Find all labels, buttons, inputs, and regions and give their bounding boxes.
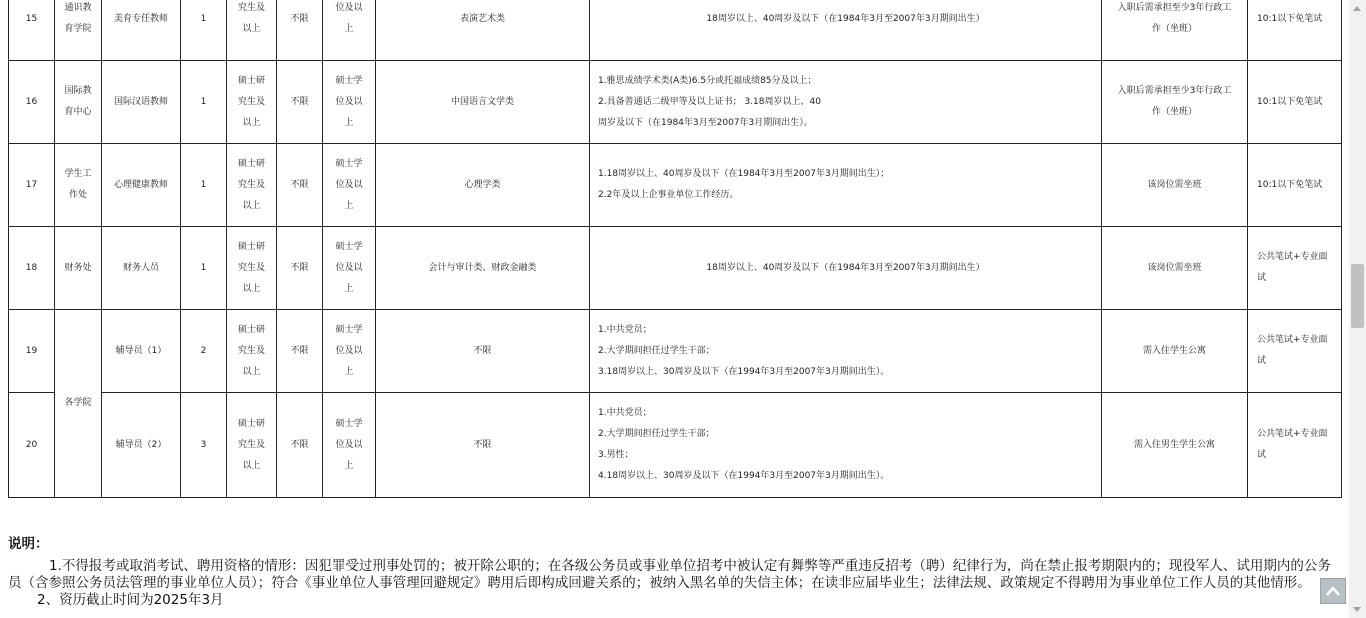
cell-other — [1102, 144, 1248, 227]
requirement-line: 2.大学期间担任过学生干部； — [598, 429, 715, 439]
cell-line: 试 — [1257, 356, 1267, 366]
cell-line: 学生工 — [64, 169, 92, 179]
cell-age: 不限 — [277, 61, 323, 144]
cell-major: 心理学类 — [376, 144, 590, 227]
cell-line: 上 — [344, 366, 354, 377]
cell-no: 16 — [9, 61, 55, 144]
cell-line: 硕士学 — [335, 158, 363, 169]
cell-position: 心理健康教师 — [102, 144, 181, 227]
cell-line: 以上 — [242, 117, 261, 128]
cell-requirements — [590, 0, 1102, 61]
cell-line: 需入住男生学生公寓 — [1133, 439, 1215, 450]
cell-line: 位及以 — [335, 262, 363, 273]
cell-line: 国际教 — [64, 86, 92, 96]
back-to-top-icon — [1325, 584, 1341, 598]
cell-degree — [323, 0, 376, 61]
cell-no: 19 — [9, 310, 55, 393]
cell-degree — [323, 227, 376, 310]
cell-line: 上 — [344, 24, 354, 34]
cell-line: 10:1以下免笔试 — [1257, 179, 1323, 190]
cell-count: 1 — [181, 61, 227, 144]
cell-line: 作处 — [68, 190, 87, 200]
cell-exam-mode — [1248, 61, 1342, 144]
requirement-line: 1.中共党员； — [598, 408, 652, 418]
cell-department — [55, 227, 102, 310]
cell-age: 不限 — [277, 144, 323, 227]
cell-line: 究生及 — [237, 96, 265, 107]
cell-line: 究生及 — [237, 439, 265, 450]
job-table-body — [9, 0, 1342, 498]
note-item-1: 1.不得报考或取消考试、聘用资格的情形：因犯罪受过刑事处罚的；被开除公职的；在各级公务员或事业单位招考中被认定有舞弊等严重违反招考（聘）纪律行为，尚在禁止报考期限内的；现役军人、试用期内的公务员（含参照公务员法管理的事业单位人员）；符合《事业单位人事管理回避规定》聘用后即构成回避关系的；被纳入黑名单的失信主体；在读非应届毕业生；法律法规、政策规定不得聘用为事业单位工作人员的其他情形。 — [8, 558, 1331, 591]
cell-requirements — [590, 61, 1102, 144]
table-row — [9, 227, 1342, 310]
cell-line: 硕士研 — [237, 324, 265, 335]
cell-line: 以上 — [242, 24, 261, 34]
notes-title: 说明： — [8, 536, 49, 552]
cell-count: 1 — [181, 144, 227, 227]
cell-line: 10:1以下免笔试 — [1257, 13, 1323, 24]
cell-line: 究生及 — [237, 262, 265, 273]
cell-position: 辅导员（1） — [102, 310, 181, 393]
requirement-line: 18周岁以上、40周岁及以下（在1984年3月至2007年3月期间出生） — [706, 13, 985, 24]
cell-no: 17 — [9, 144, 55, 227]
cell-no: 20 — [9, 393, 55, 498]
cell-no: 18 — [9, 227, 55, 310]
cell-line: 需入住学生公寓 — [1142, 345, 1206, 356]
cell-line: 该岗位需坐班 — [1147, 262, 1202, 273]
cell-education — [227, 310, 277, 393]
requirement-line: 周岁及以下（在1984年3月至2007年3月期间出生）。 — [598, 117, 813, 128]
cell-department — [55, 61, 102, 144]
cell-no: 15 — [9, 0, 55, 61]
cell-line: 上 — [344, 283, 354, 294]
cell-other — [1102, 227, 1248, 310]
scroll-up-button[interactable] — [1349, 0, 1366, 17]
cell-degree — [323, 144, 376, 227]
cell-line: 入职后需承担至少3年行政工 — [1117, 86, 1232, 96]
cell-exam-mode — [1248, 0, 1342, 61]
cell-education — [227, 0, 277, 61]
cell-line: 10:1以下免笔试 — [1257, 96, 1323, 107]
cell-exam-mode — [1248, 393, 1342, 498]
cell-exam-mode — [1248, 310, 1342, 393]
chevron-up-icon — [1353, 6, 1361, 11]
cell-exam-mode — [1248, 227, 1342, 310]
cell-line: 究生及 — [237, 3, 265, 13]
cell-line: 位及以 — [335, 439, 363, 450]
requirement-line: 3.男性； — [598, 450, 634, 460]
requirement-line: 1.中共党员； — [598, 324, 652, 335]
cell-line: 试 — [1257, 450, 1267, 460]
cell-line: 作（坐班） — [1151, 24, 1197, 34]
back-to-top-button[interactable] — [1320, 578, 1346, 604]
cell-exam-mode — [1248, 144, 1342, 227]
cell-line: 硕士研 — [237, 75, 265, 86]
table-row — [9, 61, 1342, 144]
cell-other — [1102, 0, 1248, 61]
cell-line: 位及以 — [335, 179, 363, 190]
cell-line: 硕士学 — [335, 418, 363, 429]
cell-count: 3 — [181, 393, 227, 498]
cell-age: 不限 — [277, 0, 323, 61]
cell-line: 硕士学 — [335, 75, 363, 86]
cell-line: 硕士学 — [335, 324, 363, 335]
notes-section — [8, 536, 1342, 609]
cell-line: 该岗位需坐班 — [1147, 179, 1202, 190]
cell-requirements — [590, 144, 1102, 227]
cell-line: 以上 — [242, 460, 261, 471]
vertical-scrollbar[interactable] — [1349, 0, 1366, 618]
cell-position: 国际汉语教师 — [102, 61, 181, 144]
cell-position: 财务人员 — [102, 227, 181, 310]
cell-degree — [323, 310, 376, 393]
cell-line: 硕士研 — [237, 418, 265, 429]
scroll-down-button[interactable] — [1349, 601, 1366, 618]
cell-line: 入职后需承担至少3年行政工 — [1117, 3, 1232, 13]
cell-line: 公共笔试+专业面 — [1257, 252, 1328, 262]
cell-other — [1102, 61, 1248, 144]
cell-line: 位及以 — [335, 3, 363, 13]
table-row — [9, 144, 1342, 227]
cell-age: 不限 — [277, 393, 323, 498]
cell-position: 美育专任教师 — [102, 0, 181, 61]
cell-education — [227, 144, 277, 227]
requirement-line: 2.2年及以上企事业单位工作经历。 — [598, 190, 739, 200]
table-row — [9, 310, 1342, 393]
cell-count: 1 — [181, 0, 227, 61]
cell-department — [55, 0, 102, 61]
cell-education — [227, 227, 277, 310]
cell-line: 硕士研 — [237, 241, 265, 252]
cell-line: 硕士研 — [237, 158, 265, 169]
cell-count: 2 — [181, 310, 227, 393]
requirement-line: 4.18周岁以上、30周岁及以下（在1994年3月至2007年3月期间出生）。 — [598, 471, 890, 481]
cell-requirements — [590, 393, 1102, 498]
cell-age: 不限 — [277, 227, 323, 310]
chevron-down-icon — [1353, 607, 1361, 612]
cell-line: 硕士学 — [335, 241, 363, 252]
cell-line: 公共笔试+专业面 — [1257, 335, 1328, 345]
cell-requirements — [590, 310, 1102, 393]
cell-education — [227, 61, 277, 144]
cell-department — [55, 144, 102, 227]
cell-line: 通识教 — [64, 3, 92, 13]
cell-line: 以上 — [242, 366, 261, 377]
requirement-line: 1.18周岁以上、40周岁及以下（在1984年3月至2007年3月期间出生）； — [598, 169, 890, 179]
cell-line: 试 — [1257, 273, 1267, 283]
requirement-line: 1.雅思成绩学术类(A类)6.5分或托福成绩85分及以上； — [598, 75, 817, 86]
cell-line: 财务处 — [64, 262, 92, 273]
cell-line: 以上 — [242, 200, 261, 211]
cell-line: 育学院 — [64, 24, 92, 34]
cell-line: 以上 — [242, 283, 261, 294]
cell-education — [227, 393, 277, 498]
cell-major: 不限 — [376, 310, 590, 393]
requirement-line: 18周岁以上、40周岁及以下（在1984年3月至2007年3月期间出生） — [706, 262, 985, 273]
cell-age: 不限 — [277, 310, 323, 393]
cell-line: 上 — [344, 200, 354, 211]
cell-degree — [323, 61, 376, 144]
cell-line: 究生及 — [237, 179, 265, 190]
cell-line: 位及以 — [335, 96, 363, 107]
job-table — [8, 0, 1342, 498]
cell-degree — [323, 393, 376, 498]
cell-line: 各学院 — [64, 398, 92, 408]
requirement-line: 2.大学期间担任过学生干部； — [598, 345, 715, 356]
cell-line: 上 — [344, 117, 354, 128]
scrollbar-thumb[interactable] — [1351, 264, 1364, 328]
note-item-2: 2、资历截止时间为2025年3月 — [37, 592, 224, 608]
cell-count: 1 — [181, 227, 227, 310]
cell-major: 会计与审计类、财政金融类 — [376, 227, 590, 310]
cell-line: 位及以 — [335, 345, 363, 356]
cell-major: 表演艺术类 — [376, 0, 590, 61]
cell-line: 公共笔试+专业面 — [1257, 429, 1328, 439]
cell-major: 不限 — [376, 393, 590, 498]
cell-position: 辅导员（2） — [102, 393, 181, 498]
cell-other — [1102, 310, 1248, 393]
cell-department — [55, 310, 102, 498]
table-row — [9, 393, 1342, 498]
cell-other — [1102, 393, 1248, 498]
cell-line: 究生及 — [237, 345, 265, 356]
cell-line: 上 — [344, 460, 354, 471]
cell-requirements — [590, 227, 1102, 310]
cell-line: 作（坐班） — [1151, 107, 1197, 117]
requirement-line: 3.18周岁以上、30周岁及以下（在1994年3月至2007年3月期间出生）。 — [598, 366, 890, 377]
requirement-line: 2.具备普通话二级甲等及以上证书； 3.18周岁以上、40 — [598, 96, 821, 107]
table-row — [9, 0, 1342, 61]
cell-major: 中国语言文学类 — [376, 61, 590, 144]
cell-line: 育中心 — [64, 107, 92, 117]
